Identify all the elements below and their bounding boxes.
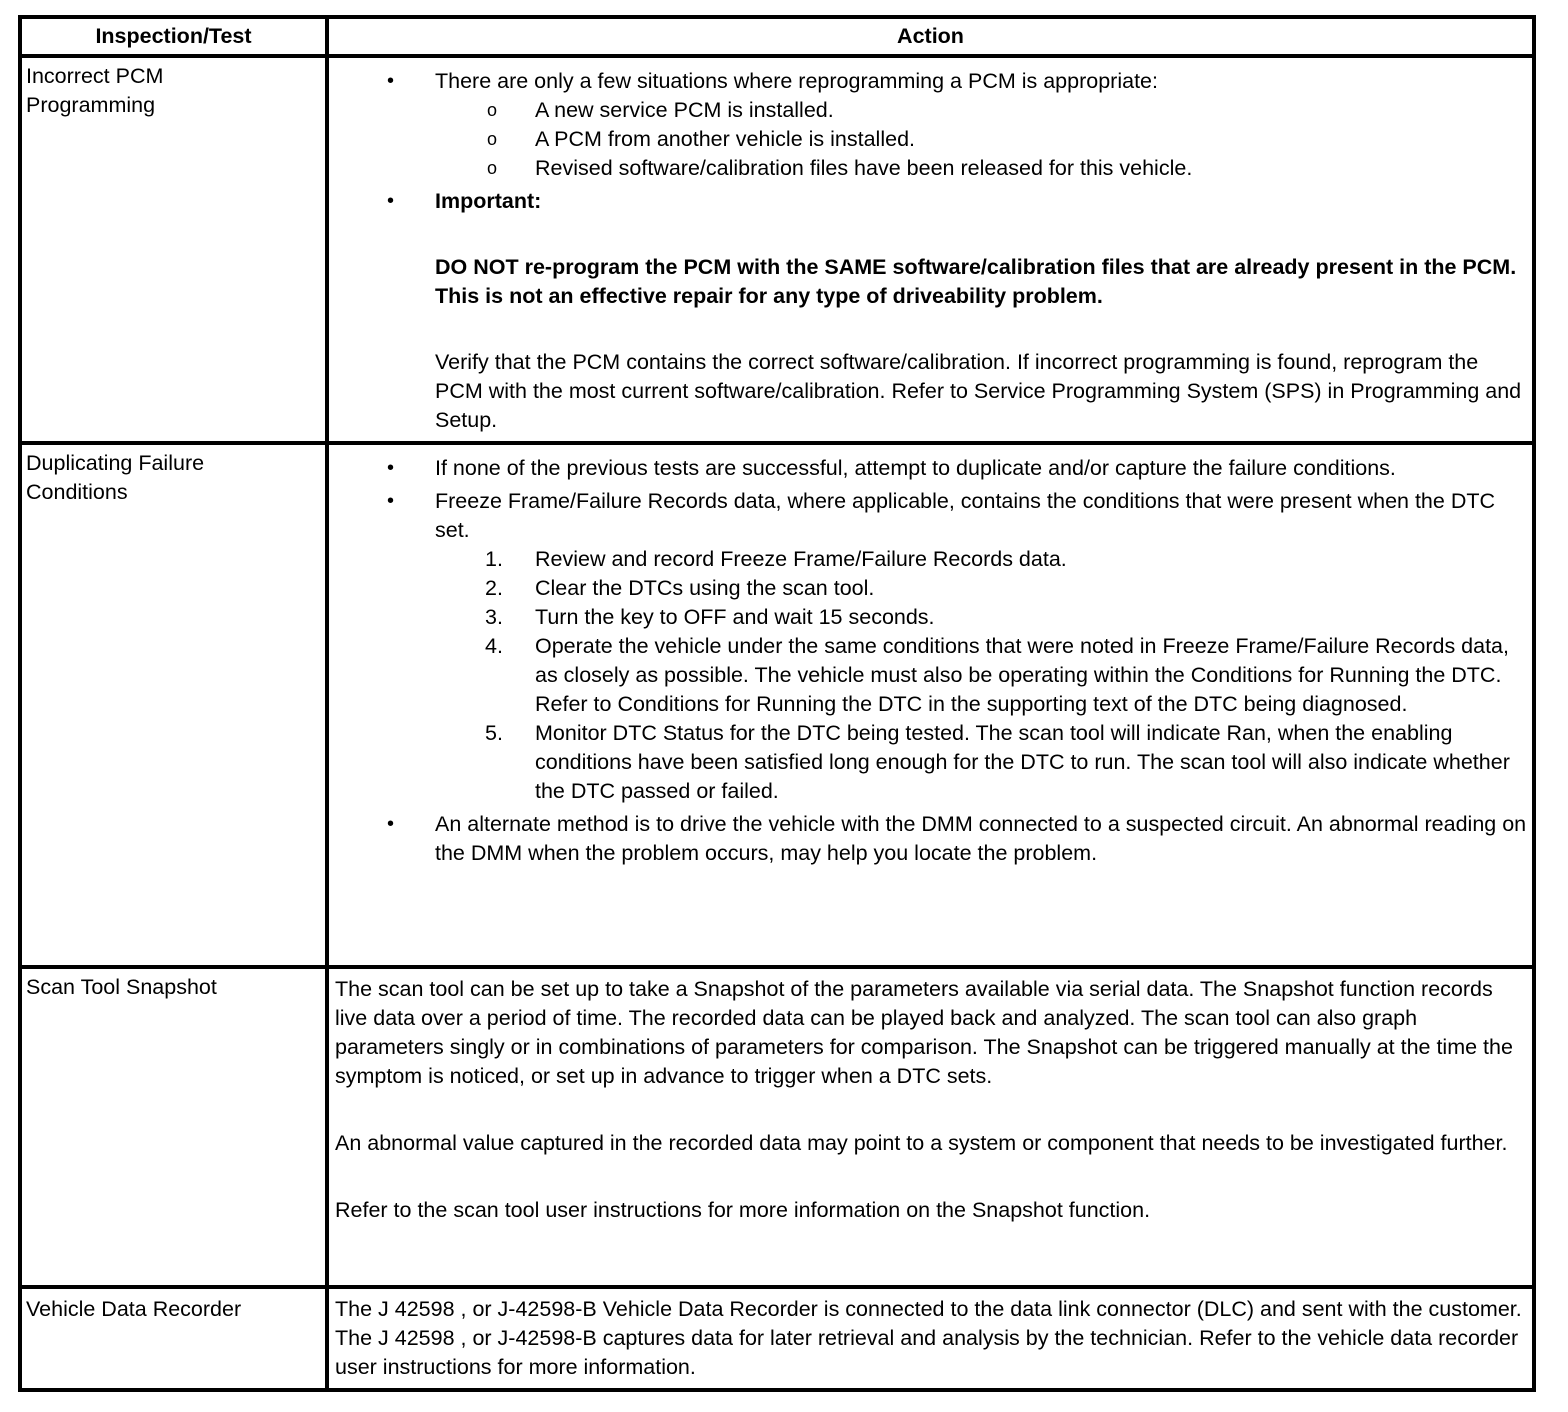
step-item [435,603,1528,632]
circle-bullet-icon: o [487,158,498,178]
bullet-text: An alternate method is to drive the vehicle with the DMM connected to a suspected circuit. An abnormal reading on the DMM when the problem occurs, may help you locate the problem. [435,812,1527,865]
step-number: 5. [485,721,503,745]
sub-list [435,96,1528,183]
inspection-label-line: Programming [26,93,156,117]
action-cell [327,56,1534,443]
paragraph: An abnormal value captured in the recorded data may point to a system or component that needs to be investigated further. [335,1131,1508,1155]
table-row [20,443,1534,967]
bullet-icon: • [387,70,395,92]
sub-item-text: A new service PCM is installed. [535,98,834,122]
important-label: Important: [435,189,542,213]
circle-bullet-icon: o [487,129,498,149]
header-row [20,17,1534,56]
inspection-label-cell [20,443,327,967]
inspection-label-line: Conditions [26,480,128,504]
bullet-item [333,67,1528,183]
step-item [435,632,1528,719]
bullet-text: There are only a few situations where reprogramming a PCM is appropriate: [435,69,1158,93]
bullet-item [333,810,1528,868]
step-number: 4. [485,634,503,658]
step-item [435,545,1528,574]
step-number: 2. [485,576,503,600]
step-text: Turn the key to OFF and wait 15 seconds. [535,605,935,629]
sub-item-text: Revised software/calibration files have been released for this vehicle. [535,156,1193,180]
table-row [20,967,1534,1287]
bullet-list [333,454,1528,868]
step-number: 1. [485,547,503,571]
inspection-label: Scan Tool Snapshot [26,975,217,999]
action-cell [327,443,1534,967]
inspection-label-cell [20,967,327,1287]
action-cell [327,967,1534,1287]
step-text: Clear the DTCs using the scan tool. [535,576,875,600]
warning-text: DO NOT re-program the PCM with the SAME software/calibration files that are already present in the PCM. This is not an effective repair for any type of driveability problem. [435,255,1517,308]
inspection-action-table [18,15,1536,1392]
header-action: Action [327,17,1534,56]
circle-bullet-icon: o [487,100,498,120]
bullet-item [333,487,1528,806]
sub-item-text: A PCM from another vehicle is installed. [535,127,915,151]
sub-item [435,154,1528,183]
step-item [435,574,1528,603]
step-text: Operate the vehicle under the same conditions that were noted in Freeze Frame/Failure Records data, as closely as possible. The vehicle must also be operating within the Conditions for Running the DTC. Refer to Conditions for Running the DTC in the supporting text of the DTC being diagnosed. [535,634,1509,716]
paragraph: The scan tool can be set up to take a Snapshot of the parameters available via serial data. The Snapshot function records live data over a period of time. The recorded data can be played back and analyzed. The scan tool can also graph parameters singly or in combinations of parameters for comparison. The Snapshot can be triggered manually at the time the symptom is noticed, or set up in advance to trigger when a DTC sets. [335,977,1513,1088]
bullet-text: If none of the previous tests are successful, attempt to duplicate and/or capture the failure conditions. [435,456,1396,480]
paragraph: The J 42598 , or J-42598-B Vehicle Data Recorder is connected to the data link connector (DLC) and sent with the customer. The J 42598 , or J-42598-B captures data for later retrieval and analysis by the technician. Refer to the vehicle data recorder user instructions for more information. [335,1297,1522,1379]
bullet-list [333,67,1528,435]
inspection-label: Vehicle Data Recorder [26,1297,242,1321]
verify-text: Verify that the PCM contains the correct software/calibration. If incorrect programming is found, reprogram the PCM with the most current software/calibration. Refer to Service Programming System (SPS) in Programming and Setup. [435,350,1522,432]
bullet-icon: • [387,813,395,835]
table-row [20,1287,1534,1390]
inspection-label-cell [20,56,327,443]
table-row [20,56,1534,443]
inspection-label-line: Duplicating Failure [26,451,205,475]
header-inspection-test: Inspection/Test [20,17,327,56]
inspection-label-cell [20,1287,327,1390]
paragraph: Refer to the scan tool user instructions for more information on the Snapshot function. [335,1198,1151,1222]
bullet-icon: • [387,490,395,512]
bullet-text: Freeze Frame/Failure Records data, where applicable, contains the conditions that were present when the DTC set. [435,489,1496,542]
sub-item [435,96,1528,125]
step-number: 3. [485,605,503,629]
bullet-icon: • [387,457,395,479]
numbered-steps [435,545,1528,806]
bullet-item [333,454,1528,483]
bullet-item [333,187,1528,435]
action-cell [327,1287,1534,1390]
inspection-label-line: Incorrect PCM [26,64,164,88]
bullet-icon: • [387,190,395,212]
step-text: Monitor DTC Status for the DTC being tested. The scan tool will indicate Ran, when the enabling conditions have been satisfied long enough for the DTC to run. The scan tool will also indicate whether the DTC passed or failed. [535,721,1510,803]
step-item [435,719,1528,806]
step-text: Review and record Freeze Frame/Failure Records data. [535,547,1067,571]
sub-item [435,125,1528,154]
